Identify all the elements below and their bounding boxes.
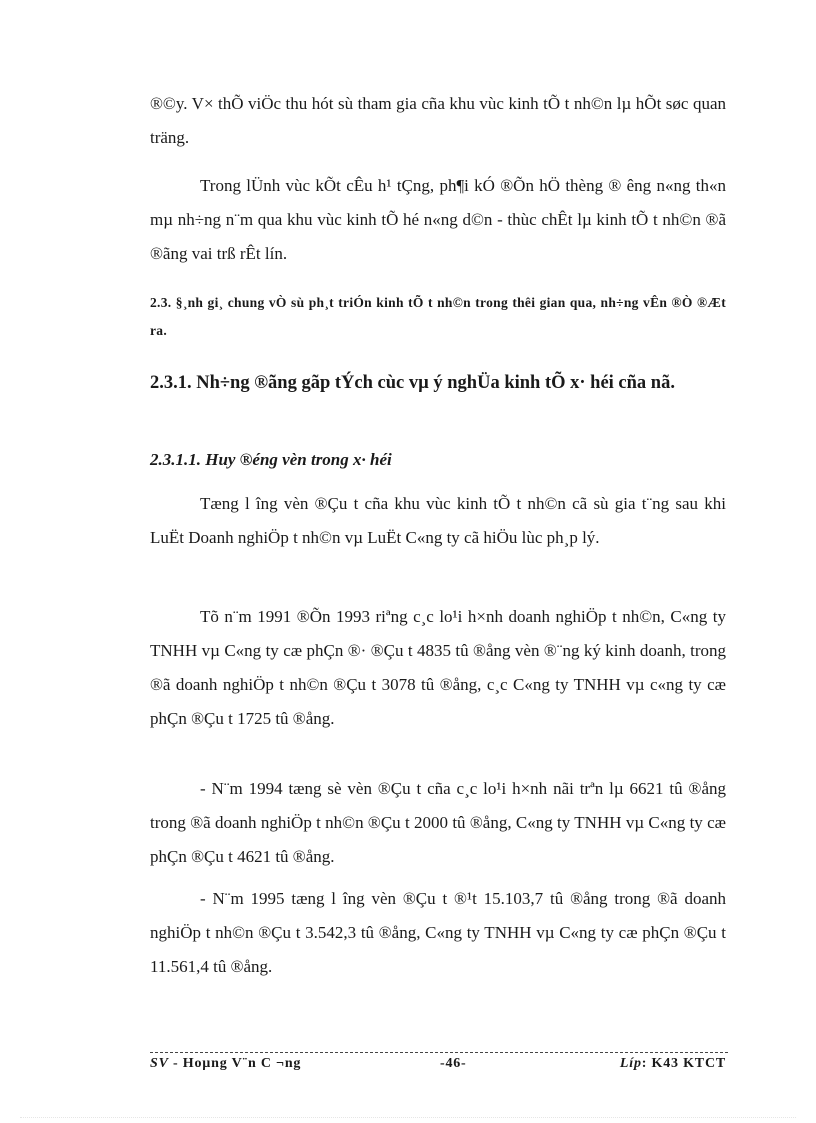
paragraph-6: - N¨m 1995 tæng l îng vèn ®Çu t ®¹t 15.103,7 tû ®ång trong ®ã doanh nghiÖp t nh©n ®Çu t 3.542,3 tû ®ång, C«ng ty TNHH vµ C«ng ty cæ phÇn ®Çu t 11.561,4 tû ®ång.: [150, 889, 726, 976]
page-footer: [150, 1056, 726, 1078]
footer-divider: [150, 1052, 728, 1053]
paragraph-1: ®©y. V× thÕ viÖc thu hót sù tham gia cña khu vùc kinh tÕ t nh©n lµ hÕt søc quan träng.: [150, 94, 726, 147]
footer-class: [620, 1056, 726, 1072]
paragraph-5: - N¨m 1994 tæng sè vèn ®Çu t cña c¸c lo¹i h×nh nãi trªn lµ 6621 tû ®ång trong ®ã doanh nghiÖp t nh©n ®Çu t 2000 tû ®ång, C«ng ty TNHH vµ C«ng ty cæ phÇn ®Çu t 4621 tû ®ång.: [150, 779, 726, 866]
section-heading-2-3: 2.3. §¸nh gi¸ chung vÒ sù ph¸t triÓn kinh tÕ t nh©n trong thêi gian qua, nh÷ng vÊn ®Ò ®Æt ra.: [150, 295, 726, 338]
section-heading-2-3-1-1: 2.3.1.1. Huy ®éng vèn trong x· héi: [150, 450, 392, 469]
footer-sv-label: SV: [150, 1056, 169, 1071]
paragraph-4: Tõ n¨m 1991 ®Õn 1993 riªng c¸c lo¹i h×nh doanh nghiÖp t nh©n, C«ng ty TNHH vµ C«ng ty cæ phÇn ®· ®Çu t 4835 tû ®ång vèn ®¨ng ký kinh doanh, trong ®ã doanh nghiÖp t nh©n ®Çu t 3078 tû ®ång, c¸c C«ng ty TNHH vµ c«ng ty cæ phÇn ®Çu t 1725 tû ®ång.: [150, 607, 726, 728]
footer-class-label: Líp: [619, 1056, 642, 1071]
paragraph-2: Trong lÜnh vùc kÕt cÊu h¹ tÇng, ph¶i kÓ ®Õn hÖ thèng ® êng n«ng th«n mµ nh÷ng n¨m qua khu vùc kinh tÕ hé n«ng d©n - thùc chÊt lµ kinh tÕ t nh©n ®ã ®ãng vai trß rÊt lín.: [150, 176, 726, 263]
paragraph-3: Tæng l îng vèn ®Çu t cña khu vùc kinh tÕ t nh©n cã sù gia t¨ng sau khi LuËt Doanh nghiÖp t nh©n vµ LuËt C«ng ty cã hiÖu lùc ph¸p lý.: [150, 494, 726, 547]
footer-class-value: : K43 KTCT: [641, 1056, 726, 1071]
section-heading-2-3-1: 2.3.1. Nh÷ng ®ãng gãp tÝch cùc vµ ý nghÜa kinh tÕ x· héi cña nã.: [150, 373, 675, 393]
page-number: -46-: [440, 1056, 467, 1071]
footer-author: [150, 1056, 301, 1072]
footer-author-name: - Hoµng V¨n C ¬ng: [168, 1056, 302, 1071]
page-bottom-border: [20, 1117, 796, 1118]
